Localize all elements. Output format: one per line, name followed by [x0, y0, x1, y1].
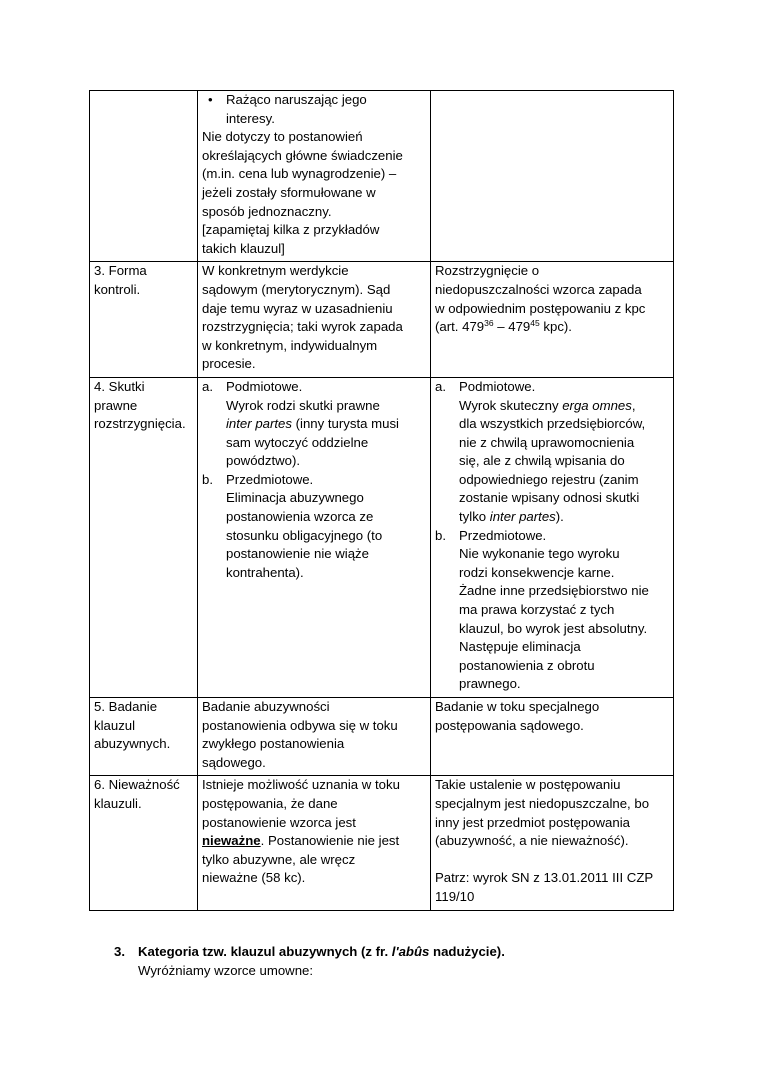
table-row: [90, 262, 674, 378]
comparison-table: [89, 90, 674, 911]
cell-col2: • Rażąco naruszając jego interesy. Nie dotyczy to postanowień określających główne świadczenie (m.in. cena lub wynagrodzenie) – jeżeli zostały sformułowane w sposób jednoznaczny. [zapamiętaj kilka z przykładów takich klauzul]: [198, 91, 431, 262]
cell-col2: Badanie abuzywności postanowienia odbywa się w toku zwykłego postanowienia sądowego.: [198, 698, 431, 776]
table-row: [90, 91, 674, 262]
case-reference: Patrz: wyrok SN z 13.01.2011 III CZP: [435, 870, 654, 886]
row-label-cell: 5. Badanie klauzul abuzywnych.: [90, 698, 198, 776]
cell-col3: Badanie w toku specjalnego postępowania sądowego.: [431, 698, 674, 776]
emphasized-word: nieważne: [202, 833, 261, 849]
row-label-cell: [90, 91, 198, 262]
cell-col3: a. Podmiotowe. Wyrok skuteczny erga omnes, dla wszystkich przedsiębiorców, nie z chwilą uprawomocnienia się, ale z chwilą wpisania do odpowiedniego rejestru (zanim zostanie wpisany odnosi skutki tylko inter partes). b. Przedmiotowe. Nie wykonanie tego wyroku rodzi konsekwencje karne. Żadne inne przedsiębiorstwo nie ma prawa korzystać z tych klauzul, bo wyrok jest absolutny. Następuje eliminacja postanowienia z obrotu prawnego.: [431, 377, 674, 697]
cell-col3: [431, 91, 674, 262]
table-row: [90, 698, 674, 776]
cell-col2: Istnieje możliwość uznania w toku postępowania, że dane postanowienie wzorca jest nieważne. Postanowienie nie jest tylko abuzywne, ale wręcz nieważne (58 kc).: [198, 776, 431, 910]
cell-col3: Takie ustalenie w postępowaniu specjalnym jest niedopuszczalne, bo inny jest przedmiot postępowania (abuzywność, a nie nieważność). Patrz: wyrok SN z 13.01.2011 III CZP 119/10: [431, 776, 674, 910]
table-row: [90, 377, 674, 697]
list-item: a. Podmiotowe.: [202, 378, 303, 394]
bullet-marker: •: [208, 92, 213, 107]
section-title: Kategoria tzw. klauzul abuzywnych (z fr. l'abûs nadużycie).: [138, 944, 505, 959]
list-item: a. Podmiotowe.: [435, 378, 536, 394]
article-reference: (art. $479^{36} - 479^{45}$ kpc).: [435, 318, 572, 335]
cell-col2: a. Podmiotowe. Wyrok rodzi skutki prawne inter partes (inny turysta musi sam wytoczyć oddzielne powództwo). b. Przedmiotowe. Eliminacja abuzywnego postanowienia wzorca ze stosunku obligacyjnego (to postanowienie nie wiąże kontrahenta).: [198, 377, 431, 697]
row-label-cell: 4. Skutki prawne rozstrzygnięcia.: [90, 377, 198, 697]
section-heading: [114, 942, 505, 980]
bullet-line: • Rażąco naruszając jego: [202, 91, 426, 110]
section-intro: Wyróżniamy wzorce umowne:: [138, 963, 314, 978]
section-number: 3.: [114, 944, 125, 959]
row-label-cell: 3. Forma kontroli.: [90, 262, 198, 378]
row-label-cell: 6. Nieważność klauzuli.: [90, 776, 198, 910]
list-item: b. Przedmiotowe.: [202, 471, 314, 487]
cell-col3: Rozstrzygnięcie o niedopuszczalności wzorca zapada w odpowiednim postępowaniu z kpc (art. $479^{36} - 479^{45}$ kpc).: [431, 262, 674, 378]
list-item: b. Przedmiotowe.: [435, 527, 547, 543]
cell-col2: W konkretnym werdykcie sądowym (merytorycznym). Sąd daje temu wyraz w uzasadnieniu rozstrzygnięcia; taki wyrok zapada w konkretnym, indywidualnym procesie.: [198, 262, 431, 378]
table-row: [90, 776, 674, 910]
